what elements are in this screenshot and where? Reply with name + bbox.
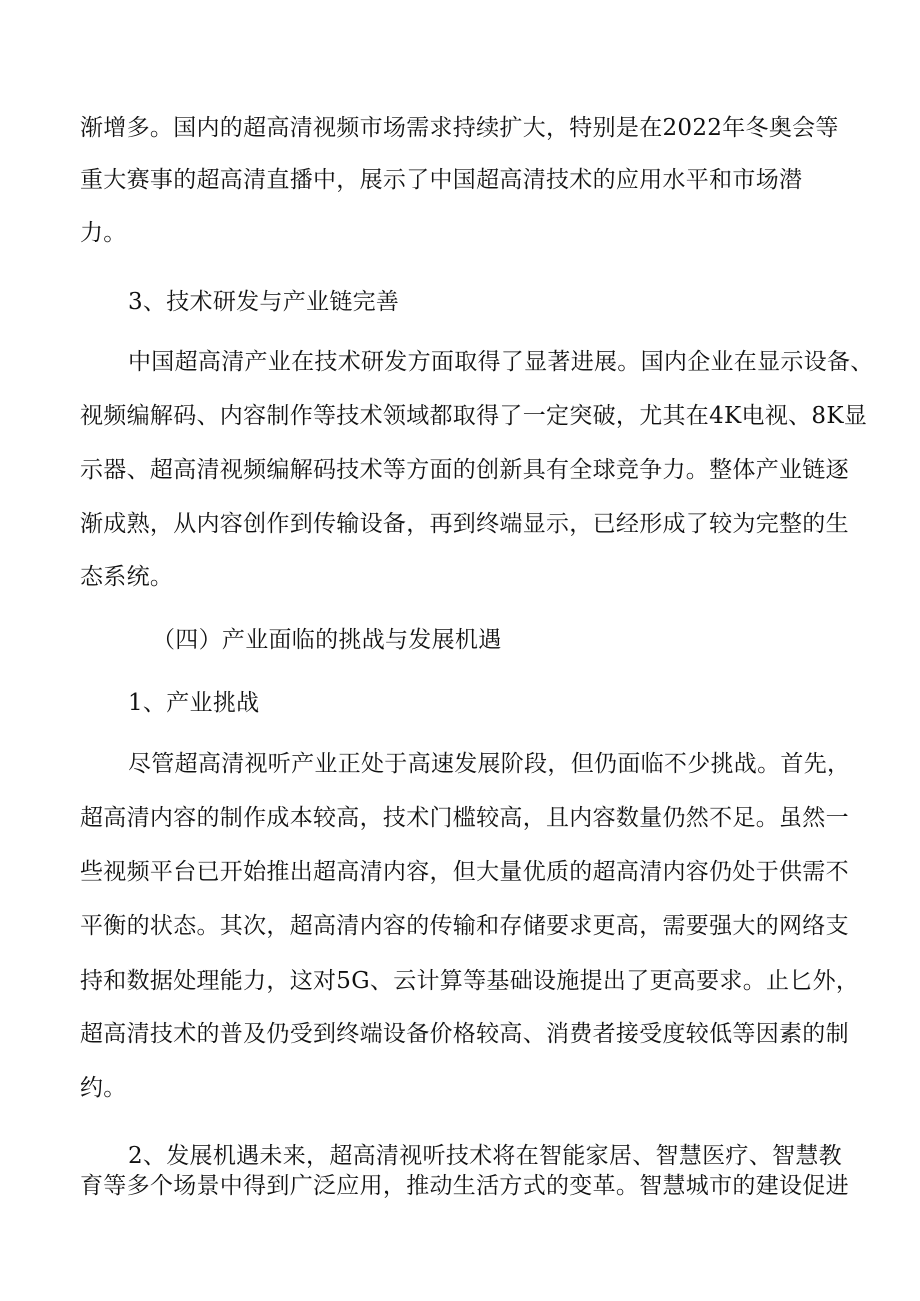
challenge-line-1: 尽管超高清视听产业正处于高速发展阶段，但仍面临不少挑战。首先， bbox=[128, 751, 851, 777]
opportunity-line-2: 育等多个场景中得到广泛应用，推动生活方式的变革。智慧城市的建设促进 bbox=[80, 1173, 849, 1199]
tech-line-4: 渐成熟，从内容创作到传输设备，再到终端显示，已经形成了较为完整的生 bbox=[80, 511, 849, 537]
challenge-line-5: 持和数据处理能力，这对5G、云计算等基础设施提出了更高要求。止匕外， bbox=[80, 968, 860, 994]
tech-line-3: 示器、超高清视频编解码技术等方面的创新具有全球竞争力。整体产业链逐 bbox=[80, 457, 849, 483]
heading-tech-rd: 3、技术研发与产业链完善 bbox=[128, 289, 400, 315]
tech-line-5: 态系统。 bbox=[80, 564, 174, 590]
intro-line-2: 重大赛事的超高清直播中，展示了中国超高清技术的应用水平和市场潜 bbox=[80, 167, 803, 193]
challenge-line-6: 超高清技术的普及仍受到终端设备价格较高、消费者接受度较低等因素的制 bbox=[80, 1021, 849, 1047]
opportunity-line-1: 2、发展机遇未来，超高清视听技术将在智能家居、智慧医疗、智慧教 bbox=[128, 1143, 842, 1169]
tech-line-2: 视频编解码、内容制作等技术领域都取得了一定突破，尤其在4K电视、8K显 bbox=[80, 403, 868, 429]
challenge-line-4: 平衡的状态。其次，超高清内容的传输和存储要求更高，需要强大的网络支 bbox=[80, 913, 849, 939]
intro-line-3: 力。 bbox=[80, 220, 127, 246]
challenge-line-3: 些视频平台已开始推出超高清内容，但大量优质的超高清内容仍处于供需不 bbox=[80, 859, 849, 885]
tech-line-1: 中国超高清产业在技术研发方面取得了显著进展。国内企业在显示设备、 bbox=[128, 349, 874, 375]
intro-line-1: 渐增多。国内的超高清视频市场需求持续扩大，特别是在2022年冬奥会等 bbox=[80, 115, 839, 141]
challenge-line-7: 约。 bbox=[80, 1075, 127, 1101]
section-challenges-opportunities: （四）产业面临的挑战与发展机遇 bbox=[152, 627, 502, 653]
challenge-line-2: 超高清内容的制作成本较高，技术门槛较高，且内容数量仍然不足。虽然一 bbox=[80, 805, 849, 831]
heading-industry-challenges: 1、产业挑战 bbox=[128, 690, 260, 716]
